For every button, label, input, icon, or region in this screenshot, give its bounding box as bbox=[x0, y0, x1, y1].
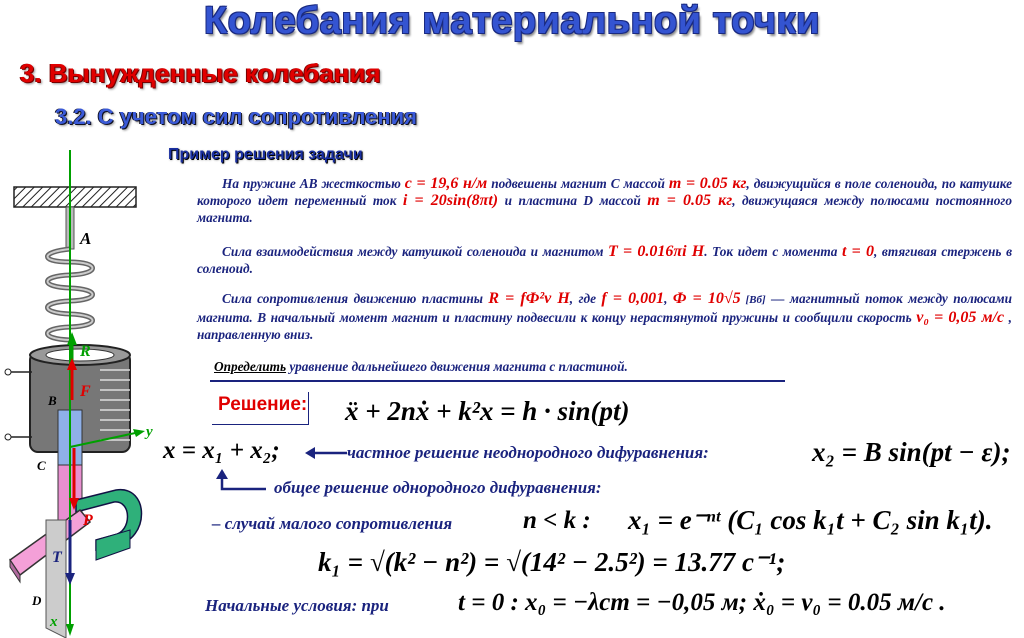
arrow-left-icon bbox=[305, 445, 347, 461]
problem-paragraph-1: На пружине АВ жесткостью с = 19,6 н/м подвешены магнит С массой m = 0.05 кг, движущийся в поле соленоида, по катушке которого идет переменный ток i = 20sin(8πt) и пластина D массой m = 0.05 кг, движущаяся между полюсами постоянного магнита. bbox=[197, 175, 1013, 225]
label-vec-f: F bbox=[80, 383, 91, 400]
problem-paragraph-2: Сила взаимодействия между катушкой соленоида и магнитом Т = 0.016πi Н. Ток идет с момента t = 0, втягивая стержень в соленоид. bbox=[197, 243, 1013, 276]
label-vec-r: R bbox=[80, 343, 91, 360]
label-axis-y: y bbox=[146, 424, 153, 440]
label-axis-x: x bbox=[50, 614, 58, 630]
label-vec-t: T bbox=[52, 549, 62, 566]
equation-n-less-k: n < k : bbox=[523, 507, 591, 534]
label-d: D bbox=[32, 593, 42, 608]
example-heading: Пример решения задачи bbox=[168, 146, 363, 163]
equation-x1: x₁ = e⁻ⁿᵗ (C₁ cos k₁t + C₂ sin k₁t). bbox=[628, 505, 993, 535]
note-small-resistance: – случай малого сопротивления bbox=[212, 514, 453, 533]
equation-x2: x₂ = B sin(pt − ε); bbox=[812, 437, 1011, 467]
section-title: 3. Вынужденные колебания bbox=[20, 58, 381, 88]
ceiling-support bbox=[14, 187, 136, 207]
equation-initial: t = 0 : x₀ = −λст = −0,05 м; ẋ₀ = v₀ = 0.05 м/с . bbox=[458, 589, 946, 616]
arrow-corner-icon bbox=[214, 469, 266, 495]
note-particular: частное решение неоднородного дифуравнения: bbox=[347, 443, 709, 462]
equation-main: ẍ + 2nẋ + k²x = h · sin(pt) bbox=[345, 396, 630, 426]
note-initial-conditions: Начальные условия: при bbox=[205, 596, 389, 615]
equation-sum: x = x₁ + x₂; bbox=[163, 437, 280, 464]
task-statement: Определить уравнение дальнейшего движения магнита с пластиной. bbox=[214, 359, 628, 374]
label-c: C bbox=[37, 458, 46, 473]
problem-paragraph-3: Сила сопротивления движению пластины R = fФ²v Н, где f = 0,001, Ф = 10√5 [Вб] — магнитный поток между полюсами магнита. В начальный момент магнит и пластину подвесили к концу нерастянутой пружины и сообщили скорость v₀ = 0,05 м/с , направленную вниз. bbox=[197, 290, 1013, 342]
solution-frame bbox=[212, 392, 309, 425]
label-b: B bbox=[48, 393, 57, 408]
solution-label: Решение: bbox=[218, 394, 308, 415]
subsection-title: 3.2. С учетом сил сопротивления bbox=[55, 104, 418, 129]
task-underline bbox=[210, 380, 785, 382]
label-vec-p: P bbox=[83, 512, 93, 529]
label-a: A bbox=[80, 229, 92, 248]
note-general: общее решение однородного дифуравнения: bbox=[274, 478, 602, 497]
page-title: Колебания материальной точки bbox=[204, 0, 820, 42]
spring-magnet-diagram bbox=[0, 150, 170, 638]
equation-k1: k₁ = √(k² − n²) = √(14² − 2.5²) = 13.77 c⁻¹; bbox=[318, 547, 786, 577]
